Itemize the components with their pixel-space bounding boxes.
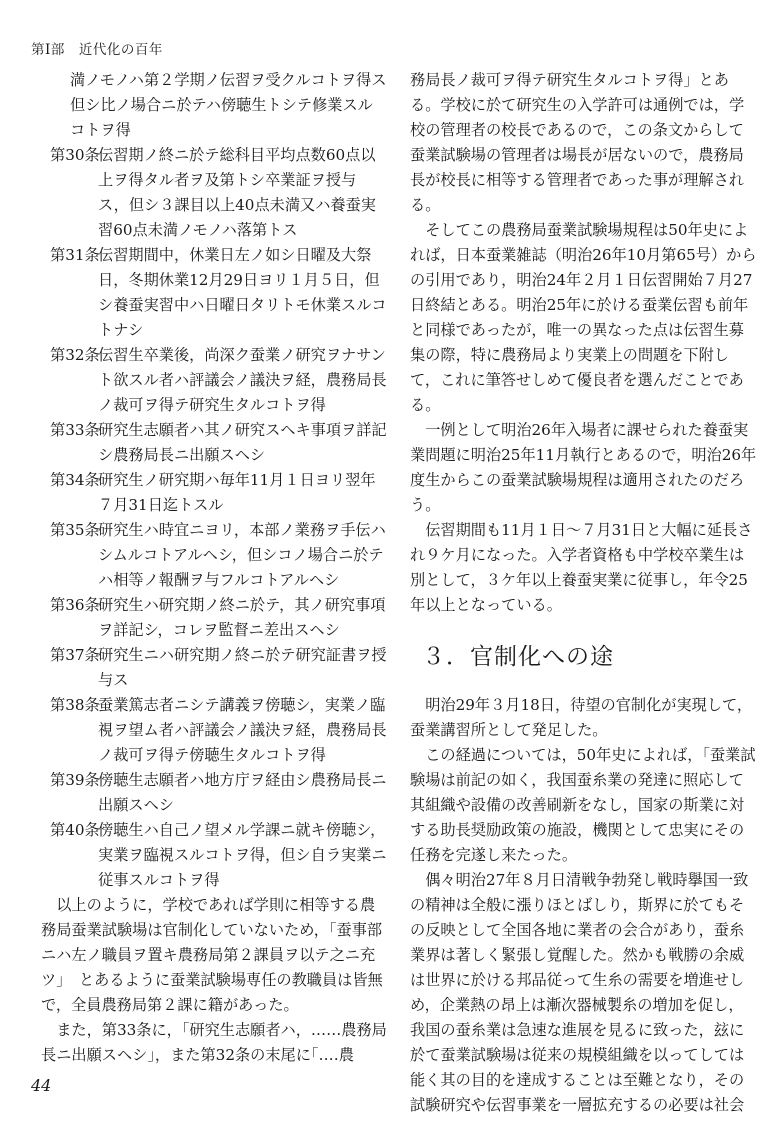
article-number: 第36条 [50,596,100,614]
body-paragraph: 偶々明治27年８月日清戦争勃発し戦時擧国一致の精神は全般に漲りほとばしり，斯界に於てもその反映として全国各地に業者の会合があり，蚕糸業界は著しく緊張し覚醒した。然かも戦勝の余威は世界に於ける邦品従って生糸の需要を増進せしめ，企業熱の昂上は漸次器械製糸の増加を促し，我国の蚕糸業は急速な進展を見るに致った，玆に於て蚕業試験場は従来の規模組織を以ってしては能く其の目的を達成することは至難となり，その試験研究や伝習事業を一層拡充するの必要は社会 [410,871,749,1114]
section-heading: ３．官制化への途 [422,644,614,670]
body-paragraph: 務局長ノ裁可ヲ得テ研究生タルコトヲ得」とある。学校に於て研究生の入学許可は通例では，学校の管理者の校長であるので，この条文からして蚕業試験場の管理者は場長が居ないので，農務局長が校長に相等する管理者であった事が理解される。 [410,71,745,214]
article-31 [41,243,387,343]
article-39 [41,768,387,818]
article-continuation: 満ノモノハ第２学期ノ伝習ヲ受クルコトヲ得ス 但シ比ノ場合ニ於テハ傍聴生トシテ修業スルコトヲ得 [70,71,402,139]
article-text: 伝習期ノ終ニ於テ総科目平均点数60点以上ヲ得タル者ヲ及第トシ卒業証ヲ授与ス，但シ３課目以上40点未満又ハ養蚕実習60点未満ノモノハ落第トス [98,146,376,239]
article-40 [41,818,387,893]
article-text: 研究生ノ研究期ハ毎年11月１日ヨリ翌年７月31日迄トスル [98,471,376,514]
article-number: 第38条 [50,696,100,714]
article-text: 研究生ハ時宜ニヨリ，本部ノ業務ヲ手伝ハシムルコトアルヘシ，但シコノ場合ニ於テハ相等ノ報酬ヲ与フルコトアルヘシ [98,521,386,589]
body-paragraph: この経過については，50年史によれば，｢蚕業試験場は前記の如く，我国蚕糸業の発達に照応して其組織や設備の改善刷新をなし，国家の斯業に対する助長奨励政策の施設，機関として忠実にその任務を完遂し来たった。 [410,746,756,864]
article-34 [41,468,387,518]
page-number: 44 [31,1076,52,1095]
article-33 [41,418,387,468]
article-30 [41,143,387,243]
article-number: 第35条 [50,521,100,539]
article-text: 研究生志願者ハ其ノ研究スヘキ事項ヲ詳記シ農務局長ニ出願スヘシ [98,421,387,464]
body-paragraph: 以上のように，学校であれば学則に相等する農務局蚕業試験場は官制化していないため，｢蚕事部ニハ左ノ職員ヲ置キ農務局第２課員ヲ以テ之ニ充ツ」 とあるように蚕業試験場専任の教職員は皆無で，全員農務局第２課に籍があった。 [41,896,383,1014]
article-text: 傍聴生ハ自己ノ望メル学課ニ就キ傍聴シ，実業ヲ臨視スルコトヲ得，但シ自ラ実業ニ従事スルコトヲ得 [98,821,387,889]
article-38 [41,693,387,768]
article-32 [41,343,387,418]
article-number: 第31条 [50,246,100,264]
article-text: 伝習生卒業後，尚深ク蚕業ノ研究ヲナサント欲スル者ハ評議会ノ議決ヲ経，農務局長ノ裁可ヲ得テ研究生タルコトヲ得 [98,346,387,414]
article-number: 第30条 [50,146,100,164]
article-35 [41,518,387,593]
running-header: 第Ⅰ部 近代化の百年 [31,42,163,58]
left-column [41,68,402,1068]
body-paragraph: 一例として明治26年入場者に課せられた養蚕実業問題に明治25年11月執行とあるので，明治26年度生からこの蚕業試験場規程は適用されたのだろう。 [410,421,757,514]
article-number: 第40条 [50,821,100,839]
article-text: 蚕業篤志者ニシテ講義ヲ傍聴シ，実業ノ臨視ヲ望ム者ハ評議会ノ議決ヲ経，農務局長ノ裁可ヲ得テ傍聴生タルコトヲ得 [98,696,387,764]
article-text: 研究生ニハ研究期ノ終ニ於テ研究証書ヲ授与ス [98,646,387,689]
body-paragraph: そしてこの農務局蚕業試験場規程は50年史によれば，日本蚕業雑誌（明治26年10月第65号）からの引用であり，明治24年２月１日伝習開始７月27日終結とある。明治25年に於ける蚕業伝習も前年と同様であったが，唯一の異なった点は伝習生募集の際，特に農務局より実業上の問題を下附して，これに筆答せしめて優良者を選んだことである。 [410,221,757,414]
right-column [410,68,758,1118]
body-paragraph: 伝習期間も11月１日～７月31日と大幅に延長され９ケ月になった。入学者資格も中学校卒業生は別として，３ケ年以上養蚕実業に従事し，年令25年以上となっている。 [410,521,753,614]
article-number: 第32条 [50,346,100,364]
article-number: 第33条 [50,421,100,439]
article-text: 研究生ハ研究期ノ終ニ於テ，其ノ研究事項ヲ詳記シ，コレヲ監督ニ差出スヘシ [98,596,386,639]
article-number: 第34条 [50,471,100,489]
article-text: 傍聴生志願者ハ地方庁ヲ経由シ農務局長ニ出願スヘシ [98,771,387,814]
article-text: 伝習期間中，休業日左ノ如シ日曜及大祭日，冬期休業12月29日ヨリ１月５日，但シ養蚕実習中ハ日曜日タリトモ休業スルコトナシ [98,246,387,339]
body-paragraph: 明治29年３月18日，待望の官制化が実現して，蚕業講習所として発足した。 [410,696,753,739]
article-37 [41,643,387,693]
body-paragraph: また，第33条に，｢研究生志願者ハ，……農務局長ニ出願スヘシ」，また第32条の末尾に｢‥‥農 [41,1021,387,1064]
article-number: 第39条 [50,771,100,789]
article-number: 第37条 [50,646,100,664]
article-36 [41,593,387,643]
